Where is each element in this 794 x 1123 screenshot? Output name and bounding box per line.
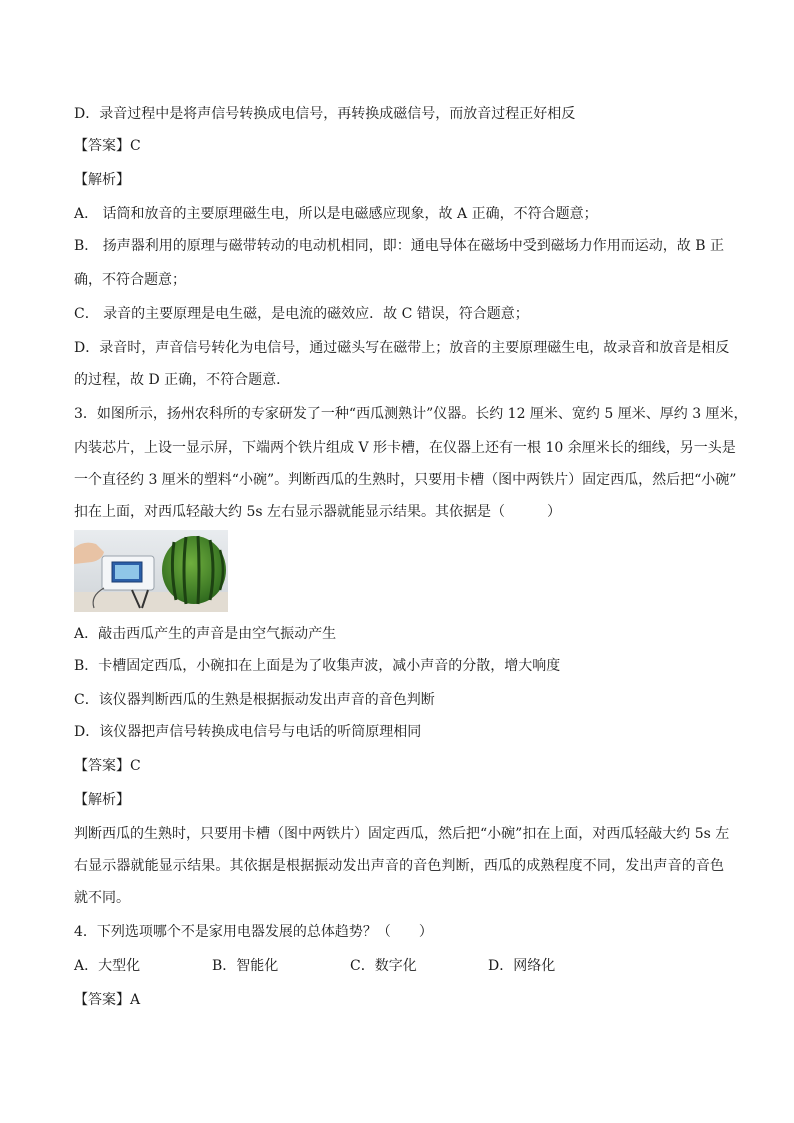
prev-analysis-line: A． 话筒和放音的主要原理磁生电，所以是电磁感应现象，故 A 正确，不符合题意；	[74, 206, 598, 222]
prev-analysis-line: C． 录音的主要原理是电生磁，是电流的磁效应．故 C 错误，符合题意；	[74, 306, 529, 322]
q3-analysis-line: 就不同。	[74, 890, 130, 906]
prev-option-d: D．录音过程中是将声信号转换成电信号，再转换成磁信号，而放音过程正好相反	[74, 106, 576, 122]
prev-analysis-line: 的过程，故 D 正确，不符合题意．	[74, 372, 291, 388]
prev-analysis-line: 确，不符合题意；	[74, 272, 186, 288]
prev-analysis-title: 【解析】	[74, 172, 130, 188]
q4-option-b: B．智能化	[212, 958, 279, 974]
q4-stem: 4．下列选项哪个不是家用电器发展的总体趋势？（ ）	[74, 924, 433, 940]
q3-stem-line: 3．如图所示，扬州农科所的专家研发了一种“西瓜测熟计”仪器。长约 12 厘米、宽约 5 厘米、厚约 3 厘米，	[74, 406, 748, 422]
q3-option-a: A．敲击西瓜产生的声音是由空气振动产生	[74, 626, 337, 642]
q3-analysis-line: 判断西瓜的生熟时，只要用卡槽（图中两铁片）固定西瓜，然后把“小碗”扣在上面，对西瓜轻敲大约 5s 左	[74, 826, 730, 842]
q4-options-row	[74, 956, 724, 976]
q3-stem-line: 扣在上面，对西瓜轻敲大约 5s 左右显示器就能显示结果。其依据是（ ）	[74, 504, 561, 520]
q3-answer: 【答案】C	[74, 758, 141, 774]
q3-stem-line: 一个直径约 3 厘米的塑料“小碗”。判断西瓜的生熟时，只要用卡槽（图中两铁片）固定西瓜，然后把“小碗”	[74, 472, 737, 488]
q4-option-d: D．网络化	[488, 958, 556, 974]
prev-analysis-line: B． 扬声器利用的原理与磁带转动的电动机相同，即：通电导体在磁场中受到磁场力作用而运动，故 B 正	[74, 238, 724, 254]
q4-option-a: A．大型化	[74, 958, 141, 974]
q3-analysis-title: 【解析】	[74, 792, 130, 808]
prev-answer: 【答案】C	[74, 138, 141, 154]
q3-stem-line: 内装芯片，上设一显示屏，下端两个铁片组成 V 形卡槽，在仪器上还有一根 10 余厘米长的细线，另一头是	[74, 440, 736, 456]
q3-analysis-line: 右显示器就能显示结果。其依据是根据振动发出声音的音色判断，西瓜的成熟程度不同，发出声音的音色	[74, 858, 724, 874]
q4-answer: 【答案】A	[74, 992, 141, 1008]
q4-option-c: C．数字化	[350, 958, 417, 974]
watermelon-tester-illustration	[74, 530, 228, 612]
q3-option-d: D．该仪器把声信号转换成电信号与电话的听筒原理相同	[74, 724, 422, 740]
q3-option-c: C．该仪器判断西瓜的生熟是根据振动发出声音的音色判断	[74, 692, 435, 708]
prev-analysis-line: D．录音时，声音信号转化为电信号，通过磁头写在磁带上；放音的主要原理磁生电，故录音和放音是相反	[74, 340, 730, 356]
q3-option-b: B．卡槽固定西瓜，小碗扣在上面是为了收集声波，减小声音的分散，增大响度	[74, 658, 561, 674]
watermelon-tester-photo	[74, 530, 228, 612]
